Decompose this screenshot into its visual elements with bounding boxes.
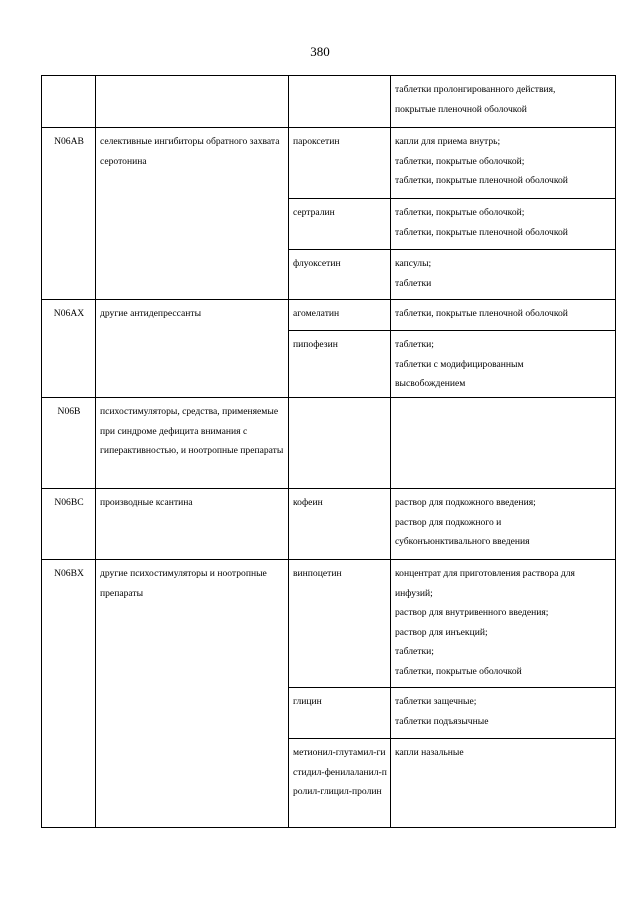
dosage-form: таблетки подъязычные [395, 715, 489, 727]
drug-table [41, 75, 616, 828]
group-name-cell: другие антидепрессанты [96, 300, 289, 398]
dosage-forms-cell [391, 199, 616, 250]
dosage-forms-cell [391, 560, 616, 688]
dosage-form: таблетки, покрытые оболочкой; [395, 155, 525, 167]
drug-name-cell: глицин [289, 688, 391, 739]
group-name-cell [96, 398, 289, 489]
atc-code-cell: N06BC [42, 489, 96, 560]
atc-code-cell: N06B [42, 398, 96, 489]
dosage-form: раствор для инъекций; [395, 626, 488, 638]
dosage-forms-cell [391, 688, 616, 739]
drug-name-cell [289, 739, 391, 828]
dosage-forms-cell [391, 300, 616, 331]
table-row [42, 398, 616, 489]
dosage-form: концентрат для приготовления раствора для [395, 568, 575, 579]
dosage-forms-cell [391, 489, 616, 560]
dosage-form: таблетки, покрытые пленочной оболочкой [395, 308, 568, 319]
drug-name-cell: сертралин [289, 199, 391, 250]
dosage-form: капсулы; [395, 258, 432, 269]
group-name: психостимуляторы, средства, применяемые при синдроме дефицита внимания с гиперактивностью, и ноотропные препараты [100, 406, 284, 456]
group-name-cell [96, 560, 289, 828]
dosage-form: высвобождением [395, 378, 466, 389]
dosage-form: капли для приема внутрь; [395, 136, 501, 147]
group-name-cell [96, 76, 289, 128]
dosage-form: раствор для подкожного введения; [395, 497, 536, 508]
drug-name-cell: кофеин [289, 489, 391, 560]
drug-name-cell [289, 398, 391, 489]
dosage-form: таблетки, покрытые пленочной оболочкой [395, 175, 568, 186]
dosage-form: раствор для подкожного и [395, 516, 502, 528]
dosage-form: капли назальные [395, 747, 464, 758]
group-name-cell [96, 128, 289, 300]
dosage-form: покрытые пленочной оболочкой [395, 103, 527, 115]
dosage-form: таблетки, покрытые оболочкой; [395, 207, 525, 218]
dosage-forms-cell [391, 739, 616, 828]
dosage-forms-cell [391, 398, 616, 489]
dosage-form: инфузий; [395, 587, 433, 599]
table-row [42, 76, 616, 128]
dosage-form: таблетки, покрытые оболочкой [395, 665, 522, 677]
dosage-forms-cell [391, 128, 616, 199]
drug-name-cell [289, 76, 391, 128]
atc-code-cell: N06AX [42, 300, 96, 398]
table-row [42, 560, 616, 688]
group-name: другие психостимуляторы и ноотропные препараты [100, 568, 267, 599]
drug-name-cell: агомелатин [289, 300, 391, 331]
dosage-form: субконъюнктивального введения [395, 536, 530, 547]
dosage-form: таблетки [395, 277, 432, 289]
table-row [42, 489, 616, 560]
group-name: селективные ингибиторы обратного захвата серотонина [100, 136, 280, 167]
dosage-form: таблетки, покрытые пленочной оболочкой [395, 226, 568, 238]
dosage-form: таблетки; [395, 339, 434, 350]
page-number: 380 [310, 44, 330, 59]
atc-code-cell: N06BX [42, 560, 96, 828]
dosage-form: таблетки пролонгированного действия, [395, 84, 556, 95]
dosage-form: таблетки; [395, 646, 434, 657]
atc-code-cell [42, 76, 96, 128]
drug-name: метионил-глутамил-гистидил-фенилаланил-пролил-глицил-пролин [293, 747, 387, 797]
dosage-form: раствор для внутривенного введения; [395, 607, 549, 618]
table-row [42, 128, 616, 199]
table-row [42, 300, 616, 331]
dosage-forms-cell [391, 250, 616, 300]
dosage-forms-cell [391, 331, 616, 398]
drug-name-cell: пипофезин [289, 331, 391, 398]
dosage-form: таблетки защечные; [395, 696, 477, 707]
group-name-cell: производные ксантина [96, 489, 289, 560]
atc-code-cell: N06AB [42, 128, 96, 300]
drug-name-cell: винпоцетин [289, 560, 391, 688]
dosage-forms-cell [391, 76, 616, 128]
drug-name-cell: пароксетин [289, 128, 391, 199]
dosage-form: таблетки с модифицированным [395, 358, 524, 370]
drug-name-cell: флуоксетин [289, 250, 391, 300]
